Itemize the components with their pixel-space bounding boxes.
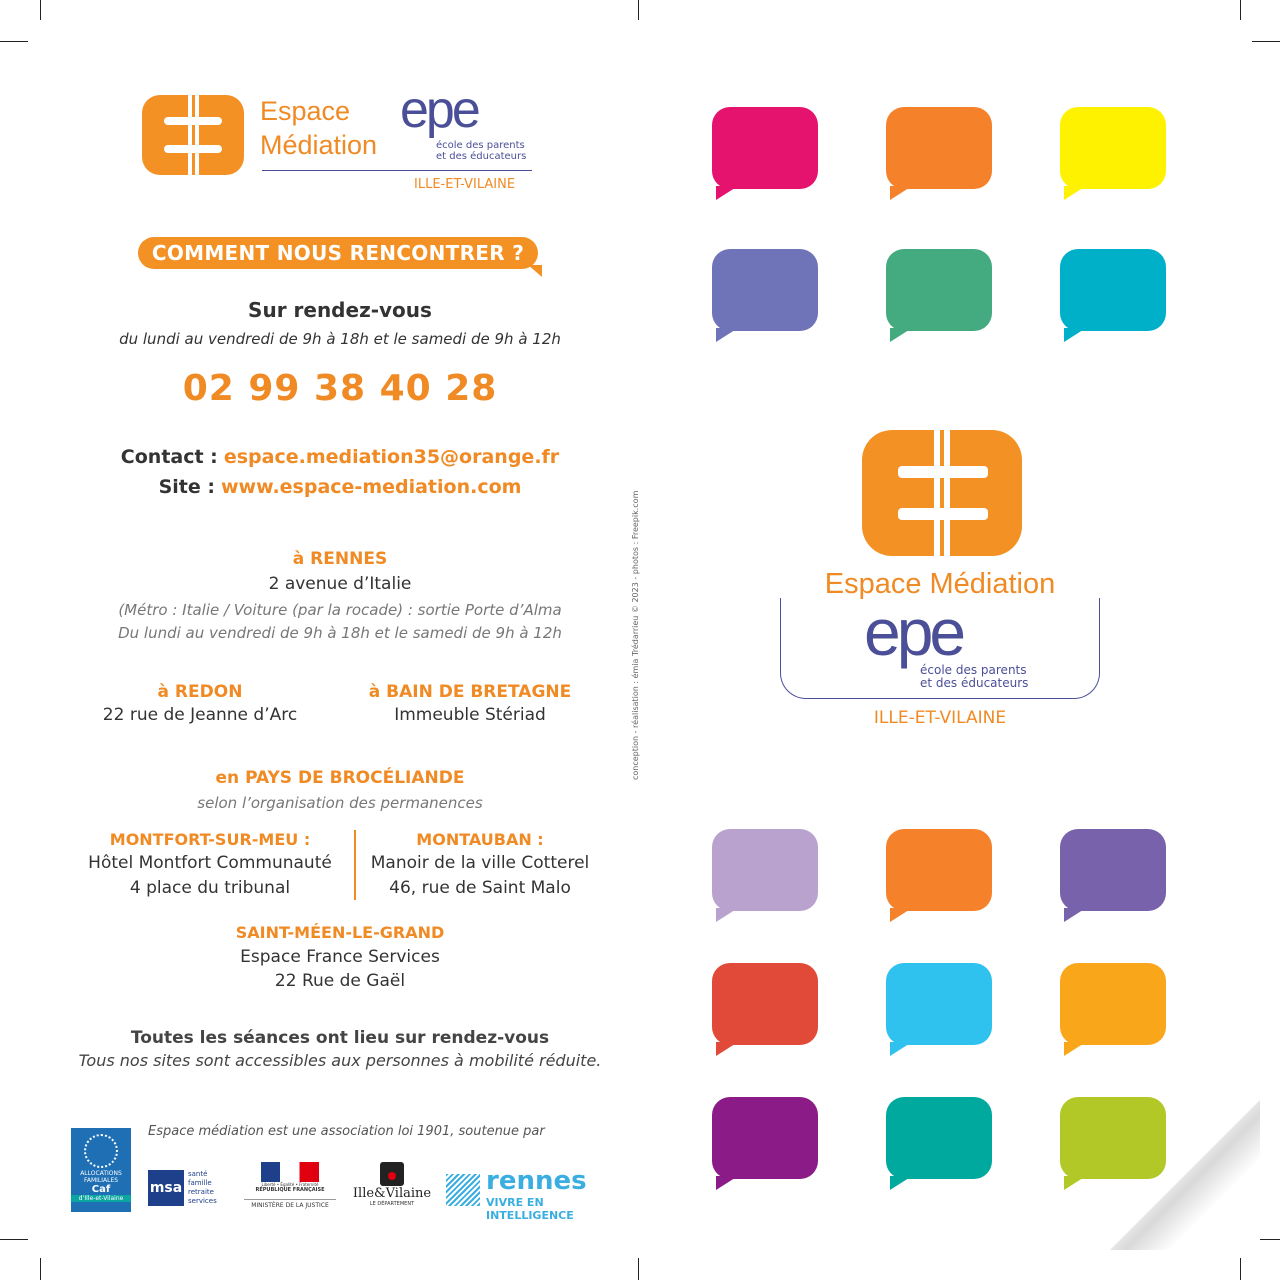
msa-text-2: famille — [188, 1179, 212, 1187]
contact-email-link[interactable]: espace.mediation35@orange.fr — [223, 446, 560, 468]
phone-number: 02 99 38 40 28 — [182, 368, 498, 409]
speech-bubble-icon — [886, 1097, 992, 1179]
speech-bubble-icon — [886, 963, 992, 1045]
speech-bubble-icon — [1060, 829, 1166, 911]
crop-mark — [1252, 41, 1280, 42]
rdv-hours: du lundi au vendredi de 9h à 18h et le samedi de 9h à 12h — [119, 330, 561, 348]
brand-title: Espace Médiation — [824, 568, 1056, 600]
speech-bubble-icon — [1060, 1097, 1166, 1179]
site-url-link[interactable]: www.espace-mediation.com — [221, 476, 522, 498]
speech-bubble-icon — [886, 829, 992, 911]
footer-italic: Tous nos sites sont accessibles aux personnes à mobilité réduite. — [78, 1051, 602, 1070]
epe-subtitle-1: école des parents — [436, 140, 525, 151]
speech-bubble-icon — [712, 107, 818, 189]
speech-bubble-icon — [712, 829, 818, 911]
msa-logo — [148, 1170, 228, 1210]
ille-vilaine-sub: LE DÉPARTEMENT — [369, 1201, 415, 1207]
redon-title: à REDON — [157, 682, 243, 702]
saintmeen-title: SAINT-MÉEN-LE-GRAND — [235, 923, 445, 942]
epe-logo: epe — [400, 81, 478, 139]
epe-logo: epe — [864, 595, 963, 669]
rennes-icon — [446, 1174, 480, 1206]
bain-address: Immeuble Stériad — [394, 705, 546, 725]
caf-text-2: FAMILIALES — [83, 1177, 119, 1184]
crop-mark — [0, 41, 28, 42]
epe-subtitle-2: et des éducateurs — [920, 676, 1029, 690]
logo-title-line1: Espace — [260, 96, 351, 126]
rennes-title: à RENNES — [292, 549, 388, 569]
caf-text-1: ALLOCATIONS — [80, 1170, 122, 1177]
rennes-name: rennes — [486, 1166, 587, 1196]
site-label: Site : — [158, 476, 215, 498]
epe-subtitle-1: école des parents — [920, 663, 1027, 677]
rdv-title: Sur rendez-vous — [248, 298, 432, 322]
rf-name: RÉPUBLIQUE FRANÇAISE — [255, 1187, 325, 1193]
marianne-icon — [261, 1162, 319, 1182]
montauban-line2: 46, rue de Saint Malo — [389, 878, 571, 898]
speech-bubble-icon — [1060, 963, 1166, 1045]
rf-motto: Liberté • Égalité • Fraternité — [261, 1182, 319, 1187]
support-text: Espace médiation est une association loi 1901, soutenue par — [148, 1124, 545, 1139]
ille-vilaine-name: Ille&Vilaine — [352, 1186, 432, 1201]
rennes-address: 2 avenue d’Italie — [268, 574, 412, 594]
ille-vilaine-logo — [350, 1162, 434, 1214]
rennes-hours: Du lundi au vendredi de 9h à 18h et le samedi de 9h à 12h — [118, 624, 562, 642]
speech-bubble-icon — [712, 1097, 818, 1179]
broceliande-title: en PAYS DE BROCÉLIANDE — [215, 768, 465, 788]
espace-mediation-logo-icon — [862, 430, 1022, 556]
caf-logo — [71, 1128, 131, 1212]
crop-mark — [40, 0, 41, 20]
montfort-line2: 4 place du tribunal — [129, 878, 291, 898]
crop-mark — [638, 1258, 639, 1280]
logo-title-line2: Médiation — [260, 130, 378, 160]
epe-subtitle-2: et des éducateurs — [436, 151, 527, 162]
montauban-title: MONTAUBAN : — [416, 830, 544, 849]
section-banner: COMMENT NOUS RENCONTRER ? — [138, 237, 538, 269]
logo-underline — [262, 170, 532, 171]
ille-vilaine-icon — [380, 1162, 404, 1186]
montfort-line1: Hôtel Montfort Communauté — [88, 853, 332, 873]
caf-icon — [84, 1134, 118, 1168]
justice-name: MINISTÈRE DE LA JUSTICE — [244, 1199, 336, 1209]
msa-text-1: santé — [188, 1170, 208, 1178]
rennes-logo — [446, 1166, 616, 1222]
rennes-access: (Métro : Italie / Voiture (par la rocade) : sortie Porte d’Alma — [118, 601, 562, 619]
msa-icon: msa — [148, 1170, 184, 1206]
site-line — [40, 476, 640, 498]
saintmeen-line2: 22 Rue de Gaël — [274, 971, 406, 991]
msa-text-3: retraite — [188, 1188, 214, 1196]
broceliande-note: selon l’organisation des permanences — [197, 794, 483, 812]
contact-line — [40, 446, 640, 468]
speech-bubble-icon — [886, 107, 992, 189]
crop-mark — [1240, 1258, 1241, 1280]
crop-mark — [1240, 0, 1241, 20]
speech-bubble-icon — [1060, 249, 1166, 331]
redon-address: 22 rue de Jeanne d’Arc — [102, 705, 298, 725]
justice-logo — [244, 1162, 336, 1214]
contact-label: Contact : — [120, 446, 218, 468]
crop-mark — [638, 0, 639, 20]
bain-title: à BAIN DE BRETAGNE — [368, 682, 572, 702]
brand-region: ILLE-ET-VILAINE — [873, 708, 1007, 728]
caf-text-3: Caf — [91, 1184, 111, 1195]
speech-bubble-icon — [1060, 107, 1166, 189]
espace-mediation-logo-icon — [142, 95, 244, 175]
montauban-line1: Manoir de la ville Cotterel — [370, 853, 590, 873]
speech-bubble-icon — [712, 249, 818, 331]
caf-text-4: d’Ille-et-Vilaine — [71, 1195, 131, 1202]
rennes-sub: VIVRE EN INTELLIGENCE — [486, 1196, 574, 1222]
montfort-title: MONTFORT-SUR-MEU : — [109, 830, 311, 849]
credit-text: conception - réalisation : émia Trédarrieu © 2023 - photos : Freepik.com — [631, 490, 640, 780]
crop-mark — [0, 1239, 28, 1240]
crop-mark — [40, 1258, 41, 1280]
saintmeen-line1: Espace France Services — [240, 947, 440, 967]
msa-text-4: services — [188, 1197, 217, 1205]
logo-region: ILLE-ET-VILAINE — [414, 177, 516, 192]
footer-bold: Toutes les séances ont lieu sur rendez-vous — [130, 1028, 550, 1048]
speech-bubble-icon — [712, 963, 818, 1045]
speech-bubble-icon — [886, 249, 992, 331]
